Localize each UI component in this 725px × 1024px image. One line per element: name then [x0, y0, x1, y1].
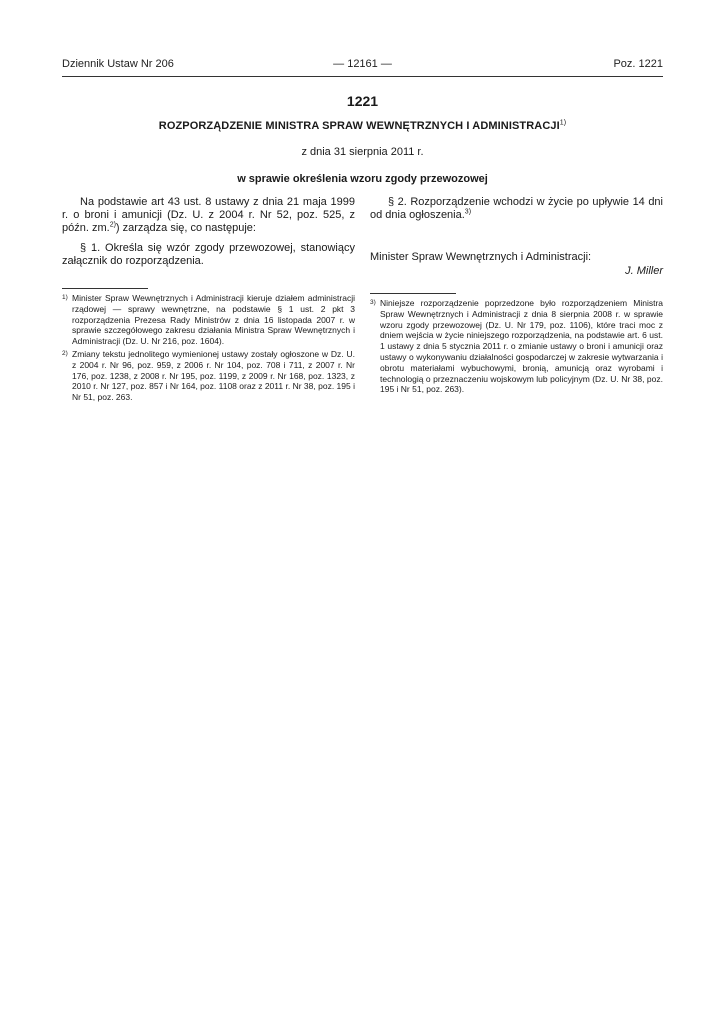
header-divider	[62, 76, 663, 77]
section-1: § 1. Określa się wzór zgody przewozowej, stanowiący załącznik do rozporządzenia.	[62, 241, 355, 267]
footnote-3-text: Niniejsze rozporządzenie poprzedzone było rozporządzeniem Ministra Spraw Wewnętrznych i Administracji z dnia 8 sierpnia 2008 r. w sprawie wzoru zgody przewozowej (Dz. U. Nr 179, poz. 1106), które traci moc z dniem wejścia w życie niniejszego rozporządzenia, na podstawie art. 6 ust. 1 ustawy z dnia 5 stycznia 2011 r. o zmianie ustawy o broni i amunicji oraz ustawy o wykonywaniu działalności gospodarczej w zakresie wytwarzania i obrotu materiałami wybuchowymi, bronią, amunicją oraz wyrobami i technologią o przeznaczeniu wojskowym lub policyjnym (Dz. U. Nr 38, poz. 195 i Nr 51, poz. 263).	[380, 298, 663, 395]
footnote-2-mark: 2)	[62, 349, 68, 357]
section-2-text: § 2. Rozporządzenie wchodzi w życie po upływie 14 dni od dnia ogłoszenia.	[370, 196, 663, 222]
preamble-text-1: Na podstawie art 43 ust. 8 ustawy z dnia 21 maja 1999 r. o broni i amunicji (Dz. U. z 2004 r. Nr 52, poz. 525, z późn. zm.	[62, 196, 355, 235]
section-2	[370, 196, 663, 222]
document-number: 1221	[346, 93, 379, 109]
footnotes-right	[370, 298, 663, 397]
footnote-divider-left	[62, 288, 148, 289]
footnote-2-text: Zmiany tekstu jednolitego wymienionej ustawy zostały ogłoszone w Dz. U. z 2004 r. Nr 96, poz. 959, z 2006 r. Nr 104, poz. 708 i 711, z 2007 r. Nr 176, poz. 1238, z 2008 r. Nr 195, poz. 1199, z 2009 r. Nr 168, poz. 1323, z 2010 r. Nr 127, poz. 857 i Nr 164, poz. 1108 oraz z 2011 r. Nr 38, poz. 195 i Nr 51, poz. 263.	[72, 348, 355, 403]
page-number: — 12161 —	[333, 58, 392, 70]
document-date: z dnia 31 sierpnia 2011 r.	[301, 146, 424, 158]
footnote-divider-right	[370, 293, 456, 294]
right-column	[370, 196, 663, 228]
left-column	[62, 196, 355, 274]
footnotes-left	[62, 293, 355, 405]
footnote-3-mark: 3)	[370, 299, 376, 306]
signatory-name: J. Miller	[625, 265, 663, 277]
footnote-3	[370, 298, 663, 395]
document-subject: w sprawie określenia wzoru zgody przewozowej	[237, 173, 488, 185]
footnote-1-mark: 1)	[62, 294, 68, 301]
journal-name: Dziennik Ustaw Nr 206	[62, 58, 174, 70]
document-title	[62, 120, 663, 132]
preamble-footnote-ref: 2)	[109, 221, 116, 229]
section-2-footnote-ref: 3)	[464, 208, 472, 216]
preamble-text-2: ) zarządza się, co następuje:	[115, 222, 256, 235]
footnote-1	[62, 293, 355, 347]
position-number: Poz. 1221	[613, 58, 663, 70]
signatory-role: Minister Spraw Wewnętrznych i Administracji:	[370, 251, 592, 263]
preamble	[62, 196, 355, 236]
document-title-text: ROZPORZĄDZENIE MINISTRA SPRAW WEWNĘTRZNYCH I ADMINISTRACJI	[158, 120, 560, 132]
footnote-2	[62, 349, 355, 403]
signature-block	[370, 250, 663, 278]
title-footnote-ref: 1)	[559, 119, 567, 127]
footnote-1-text: Minister Spraw Wewnętrznych i Administracji kieruje działem administracji rządowej — sprawy wewnętrzne, na podstawie § 1 ust. 2 pkt 3 rozporządzenia Prezesa Rady Ministrów z dnia 16 listopada 2007 r. w sprawie szczegółowego zakresu działania Ministra Spraw Wewnętrznych i Administracji (Dz. U. Nr 216, poz. 1604).	[72, 293, 355, 347]
